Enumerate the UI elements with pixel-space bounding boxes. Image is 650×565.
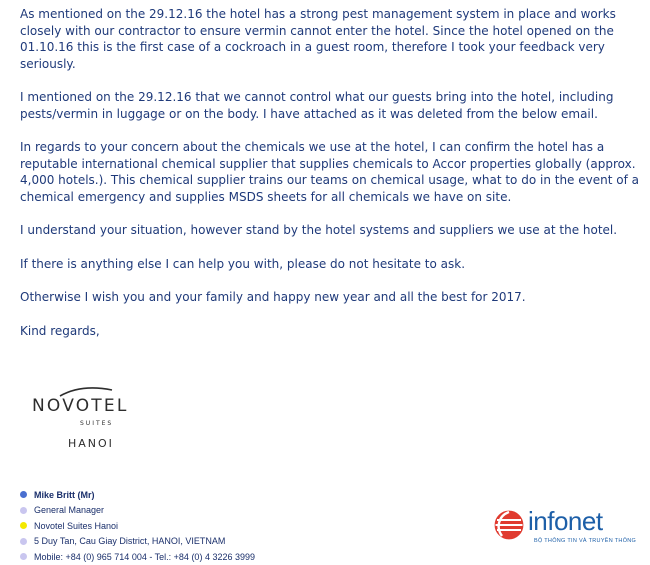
email-signature xyxy=(20,487,255,565)
infonet-tagline: BỘ THÔNG TIN VÀ TRUYỀN THÔNG xyxy=(534,538,637,544)
infonet-brand-prefix: info xyxy=(528,506,568,536)
signature-contact: Mobile: +84 (0) 965 714 004 - Tel.: +84 (0) 4 3226 3999 xyxy=(34,551,255,562)
bullet-lilac-icon xyxy=(20,538,27,545)
logo-brand: NOVOTEL xyxy=(32,396,129,416)
email-paragraph: As mentioned on the 29.12.16 the hotel has a strong pest management system in place and works closely with our contractor to ensure vermin cannot enter the hotel. Since the hotel opened on the 01.10.16 this is the first case of a cockroach in a guest room, therefore I took your feedback very seriously. xyxy=(20,7,616,71)
logo-subbrand: SUITES xyxy=(80,420,114,427)
logo-city: HANOI xyxy=(68,437,114,450)
email-paragraph: Otherwise I wish you and your family and happy new year and all the best for 2017. xyxy=(20,290,526,304)
infonet-brand-suffix: net xyxy=(567,506,603,536)
signature-address: 5 Duy Tan, Cau Giay District, HANOI, VIETNAM xyxy=(34,536,226,547)
signature-name: Mike Britt (Mr) xyxy=(34,489,95,500)
bullet-lilac-icon xyxy=(20,507,27,514)
signature-title-line xyxy=(20,503,255,519)
bullet-yellow-icon xyxy=(20,522,27,529)
bullet-blue-icon xyxy=(20,491,27,498)
signature-hotel-line xyxy=(20,518,255,534)
email-paragraph: I understand your situation, however stand by the hotel systems and suppliers we use at the hotel. xyxy=(20,223,618,237)
signature-hotel: Novotel Suites Hanoi xyxy=(34,520,119,531)
email-paragraph: If there is anything else I can help you with, please do not hesitate to ask. xyxy=(20,256,466,271)
email-paragraph: In regards to your concern about the chemicals we use at the hotel, I can confirm the hotel has a reputable international chemical supplier that supplies chemicals to Accor properties globally (approx. 4,000 hotels.). This chemical supplier trains our teams on chemical usage, what to do in the event of a chemical emergency and supplies MSDS sheets for all chemicals we have on site. xyxy=(20,140,639,204)
infonet-watermark xyxy=(492,508,642,552)
email-paragraph: I mentioned on the 29.12.16 that we cannot control what our guests bring into the hotel, including pests/vermin in luggage or on the body. I have attached as it was deleted from the below email. xyxy=(20,90,614,121)
signature-title: General Manager xyxy=(34,505,105,516)
infonet-globe-icon xyxy=(492,508,526,542)
signature-name-line xyxy=(20,487,255,503)
email-closing: Kind regards, xyxy=(20,323,100,338)
infonet-wordmark xyxy=(528,506,603,537)
novotel-logo xyxy=(32,396,152,450)
email-body xyxy=(20,6,640,356)
signature-address-line xyxy=(20,534,255,550)
